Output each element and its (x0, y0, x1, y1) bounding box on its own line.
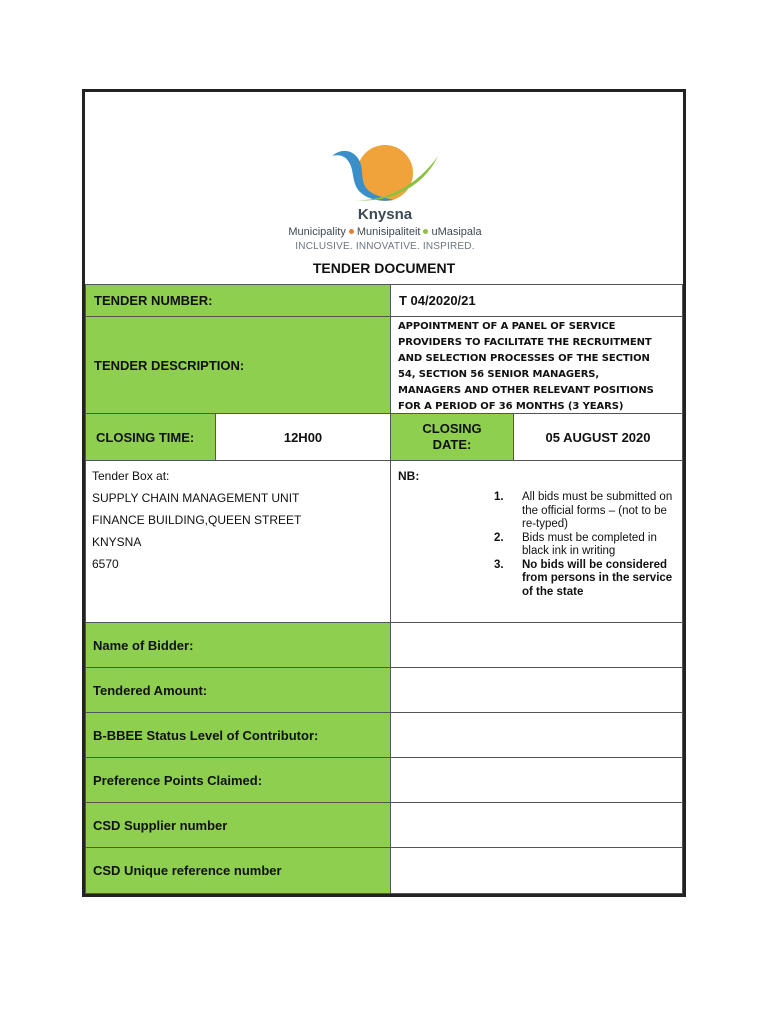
csd-supplier-number-field[interactable] (390, 802, 683, 848)
logo-sub-municipality: Municipality (288, 226, 346, 238)
logo-dot-icon (349, 229, 354, 234)
logo-sub-umasipala: uMasipala (431, 226, 482, 238)
address-line: FINANCE BUILDING,QUEEN STREET (92, 513, 302, 527)
nb-item-number: 3. (494, 558, 504, 571)
closing-time-label: CLOSING TIME: (85, 413, 216, 461)
tendered-amount-field[interactable] (390, 667, 683, 713)
description-line: PROVIDERS TO FACILITATE THE RECRUITMENT (398, 337, 652, 348)
address-line: 6570 (92, 557, 119, 571)
preference-points-label: Preference Points Claimed: (85, 757, 391, 803)
knysna-logo (265, 142, 505, 254)
nb-item-text: All bids must be submitted on the official forms – (not to be re-typed) (522, 491, 673, 530)
description-line: 54, SECTION 56 SENIOR MANAGERS, (398, 369, 600, 380)
csd-supplier-number-label: CSD Supplier number (85, 802, 391, 848)
csd-unique-reference-label: CSD Unique reference number (85, 847, 391, 894)
nb-item-number: 1. (494, 491, 504, 503)
description-line: APPOINTMENT OF A PANEL OF SERVICE (398, 321, 616, 332)
closing-date-label-line: CLOSING (422, 421, 482, 436)
document-title: TENDER DOCUMENT (312, 260, 456, 276)
logo-tagline: INCLUSIVE. INNOVATIVE. INSPIRED. (295, 241, 475, 252)
tender-description-value (390, 316, 683, 414)
nb-notes (390, 460, 683, 623)
logo-sub-munisipaliteit: Munisipaliteit (356, 226, 421, 238)
logo-dot-icon (423, 229, 428, 234)
nb-label: NB: (398, 469, 420, 483)
nb-list (494, 491, 674, 599)
address-line: KNYSNA (92, 535, 142, 549)
description-line: MANAGERS AND OTHER RELEVANT POSITIONS (398, 385, 654, 396)
csd-unique-reference-field[interactable] (390, 847, 683, 894)
preference-points-field[interactable] (390, 757, 683, 803)
nb-item (494, 532, 674, 559)
tender-box-address (85, 460, 391, 623)
logo-brand-name: Knysna (357, 206, 413, 223)
bbbee-status-field[interactable] (390, 712, 683, 758)
address-line: SUPPLY CHAIN MANAGEMENT UNIT (92, 491, 300, 505)
closing-date-value: 05 AUGUST 2020 (513, 413, 683, 461)
knysna-logo-emblem-icon (330, 142, 440, 204)
name-of-bidder-field[interactable] (390, 622, 683, 668)
description-line: AND SELECTION PROCESSES OF THE SECTION (398, 353, 650, 364)
tender-number-value: T 04/2020/21 (390, 284, 683, 317)
name-of-bidder-label: Name of Bidder: (85, 622, 391, 668)
closing-date-label-line: DATE: (432, 437, 472, 452)
nb-item-number: 2. (494, 531, 504, 544)
bbbee-status-label: B-BBEE Status Level of Contributor: (85, 712, 391, 758)
nb-item-text: No bids will be considered from persons in the service of the state (522, 558, 673, 598)
description-line: FOR A PERIOD OF 36 MONTHS (3 YEARS) (398, 401, 624, 412)
nb-item-text: Bids must be completed in black ink in writing (522, 531, 657, 557)
closing-date-label (390, 413, 514, 461)
tendered-amount-label: Tendered Amount: (85, 667, 391, 713)
tender-cover-page (82, 89, 686, 897)
logo-subtitle (261, 226, 509, 238)
closing-time-value: 12H00 (215, 413, 391, 461)
tender-description-label: TENDER DESCRIPTION: (85, 316, 391, 414)
nb-item (494, 559, 674, 600)
tender-number-label: TENDER NUMBER: (85, 284, 391, 317)
address-heading: Tender Box at: (92, 469, 170, 483)
nb-item (494, 491, 674, 532)
